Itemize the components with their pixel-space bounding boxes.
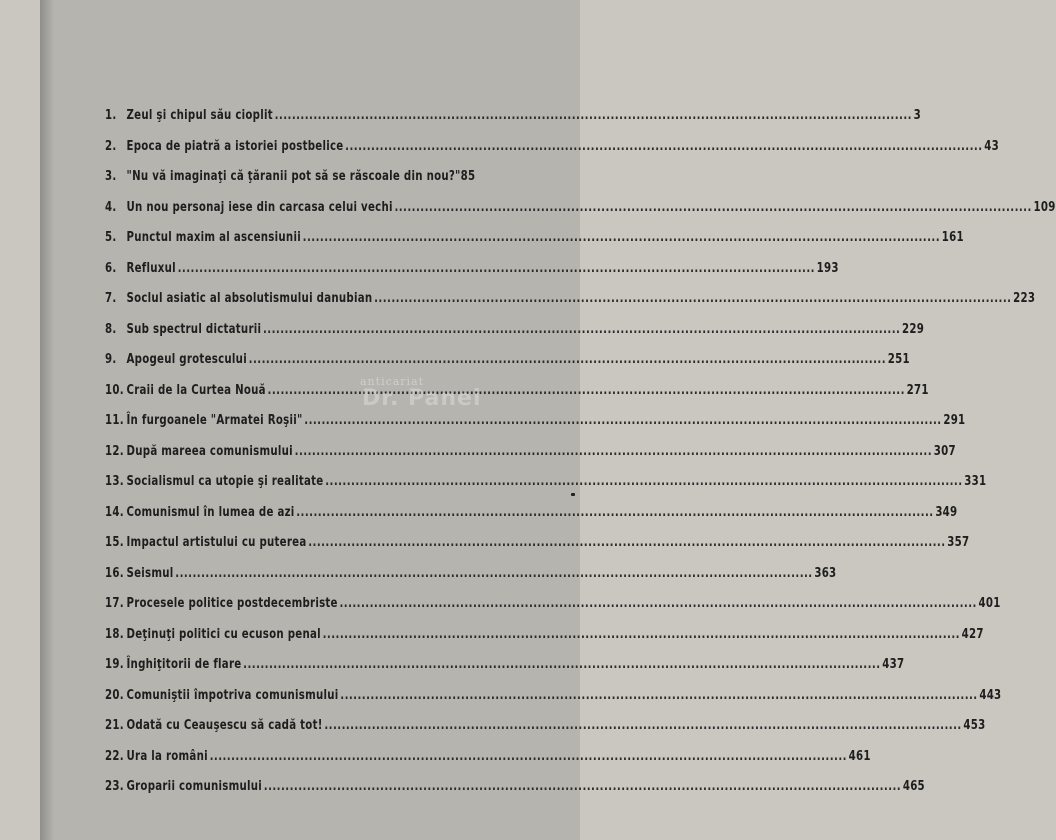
toc-entry-page: 443: [979, 687, 1002, 703]
dot-leader: [243, 657, 880, 672]
toc-entry-page: 43: [984, 138, 999, 154]
toc-entry-title: Soclul asiatic al absolutismului danubian: [126, 291, 373, 306]
dot-leader: [263, 322, 900, 337]
toc-entry-page: 401: [978, 596, 1001, 611]
toc-entry-title: Impactul artistului cu puterea: [126, 535, 307, 550]
toc-entry-page: 291: [943, 413, 966, 428]
toc-entry: [105, 748, 871, 780]
toc-entry-page: 453: [963, 718, 986, 733]
toc-entry-number: 4.: [105, 199, 117, 215]
toc-entry: [105, 108, 922, 139]
toc-entry-title: Zeul şi chipul său cioplit: [126, 108, 273, 123]
toc-entry-number: 23.: [105, 779, 124, 794]
toc-entry-page: 357: [947, 535, 970, 550]
dot-leader: [339, 596, 976, 611]
toc-entry-title: Înghiţitorii de flare: [126, 657, 242, 672]
toc-entry-page: 349: [935, 504, 958, 520]
toc-entry-number: 10.: [105, 382, 124, 398]
toc-entry-title: În furgoanele "Armatei Roşii": [126, 413, 303, 428]
dot-leader: [325, 474, 962, 489]
toc-entry: [105, 138, 999, 170]
toc-entry-page: 251: [887, 352, 910, 367]
toc-entry: [105, 504, 958, 536]
toc-entry-number: 6.: [105, 260, 117, 276]
toc-entry-page: 307: [933, 443, 956, 459]
toc-entry: [105, 718, 986, 749]
toc-entry-title: Groparii comunismului: [126, 779, 263, 794]
toc-entry-page: 161: [941, 230, 964, 245]
toc-entry-number: 21.: [105, 718, 124, 733]
toc-entry: [105, 565, 837, 597]
toc-entry-title: Ura la români: [126, 748, 208, 764]
toc-entry-number: 20.: [105, 687, 124, 703]
dot-leader: [264, 779, 901, 794]
toc-entry-title: Socialismul ca utopie şi realitate: [126, 474, 324, 489]
dot-leader: [178, 261, 815, 276]
toc-entry-number: 1.: [105, 108, 117, 123]
toc-entry-page: 229: [902, 321, 925, 337]
watermark-small-text: anticariat: [360, 375, 425, 388]
toc-entry-number: 11.: [105, 413, 124, 428]
toc-entry-number: 16.: [105, 565, 124, 581]
toc-entry-page: 461: [848, 748, 871, 764]
toc-entry: [105, 413, 966, 444]
toc-entry-page: 331: [964, 474, 987, 489]
toc-entry: [105, 626, 984, 658]
dot-leader: [324, 718, 961, 733]
toc-entry-number: 3.: [105, 169, 117, 184]
toc-entry-page: 363: [814, 565, 837, 581]
dot-leader: [296, 505, 933, 520]
toc-entry: [105, 352, 910, 383]
watermark-logo-text: Dr. Panei: [362, 386, 482, 411]
toc-entry-title: Odată cu Ceauşescu să cadă tot!: [126, 718, 323, 733]
toc-entry-number: 12.: [105, 443, 124, 459]
toc-entry-number: 8.: [105, 321, 117, 337]
page-gutter-shadow: [40, 0, 54, 840]
table-of-contents: [105, 108, 1056, 810]
toc-entry-number: 9.: [105, 352, 117, 367]
toc-entry-title: Refluxul: [126, 260, 176, 276]
toc-entry-page: 85: [460, 169, 476, 184]
toc-entry-page: 465: [902, 779, 925, 794]
toc-entry: [105, 260, 839, 292]
toc-entry-page: 109: [1033, 199, 1056, 215]
toc-entry-title: Procesele politice postdecembriste: [126, 596, 338, 611]
dot-leader: [323, 627, 960, 642]
toc-entry: [105, 657, 905, 688]
toc-entry: [105, 199, 1056, 231]
dot-leader: [175, 566, 812, 581]
dot-leader: [303, 230, 940, 245]
toc-entry-title: "Nu vă imaginaţi că ţăranii pot să se răscoale din nou?": [126, 169, 461, 184]
dot-leader: [340, 688, 977, 703]
toc-entry: [105, 169, 515, 200]
ink-speck: [571, 493, 575, 496]
toc-entry-number: 7.: [105, 291, 117, 306]
toc-entry-number: 15.: [105, 535, 124, 550]
toc-entry-title: Sub spectrul dictaturii: [126, 321, 262, 337]
dot-leader: [308, 535, 945, 550]
toc-entry-title: Craii de la Curtea Nouă: [126, 382, 266, 398]
toc-entry: [105, 291, 1036, 322]
toc-entry-page: 437: [882, 657, 905, 672]
toc-entry-number: 17.: [105, 596, 124, 611]
toc-entry: [105, 779, 925, 810]
toc-entry-page: 3: [913, 108, 922, 123]
dot-leader: [210, 749, 847, 764]
toc-entry: [105, 596, 1001, 627]
toc-entry-page: 427: [961, 626, 984, 642]
toc-entry: [105, 321, 925, 353]
toc-entry-title: Apogeul grotescului: [126, 352, 247, 367]
toc-entry: [105, 230, 964, 261]
toc-entry-title: Seismul: [126, 565, 174, 581]
toc-entry: [105, 474, 987, 505]
dot-leader: [249, 352, 886, 367]
toc-entry-title: Un nou personaj iese din carcasa celui vechi: [126, 199, 393, 215]
toc-entry-page: 223: [1013, 291, 1036, 306]
toc-entry-number: 2.: [105, 138, 117, 154]
toc-entry-title: Deţinuţi politici cu ecuson penal: [126, 626, 321, 642]
toc-entry: [105, 535, 970, 566]
toc-entry-title: Punctul maxim al ascensiunii: [126, 230, 301, 245]
dot-leader: [304, 413, 941, 428]
dot-leader: [295, 444, 932, 459]
toc-entry-number: 19.: [105, 657, 124, 672]
toc-entry-number: 22.: [105, 748, 124, 764]
toc-entry-title: Comuniştii împotriva comunismului: [126, 687, 339, 703]
toc-entry-number: 18.: [105, 626, 124, 642]
toc-entry-number: 13.: [105, 474, 124, 489]
dot-leader: [394, 200, 1031, 215]
dot-leader: [345, 139, 982, 154]
toc-entry-page: 271: [906, 382, 929, 398]
toc-entry-title: După mareea comunismului: [126, 443, 293, 459]
dot-leader: [374, 291, 1011, 306]
toc-entry: [105, 443, 956, 475]
toc-entry-number: 5.: [105, 230, 117, 245]
toc-entry-title: Epoca de piatră a istoriei postbelice: [126, 138, 344, 154]
toc-entry-page: 193: [816, 260, 839, 276]
dot-leader: [275, 108, 912, 123]
toc-entry-number: 14.: [105, 504, 124, 520]
toc-entry: [105, 687, 1002, 719]
toc-entry-title: Comunismul în lumea de azi: [126, 504, 295, 520]
